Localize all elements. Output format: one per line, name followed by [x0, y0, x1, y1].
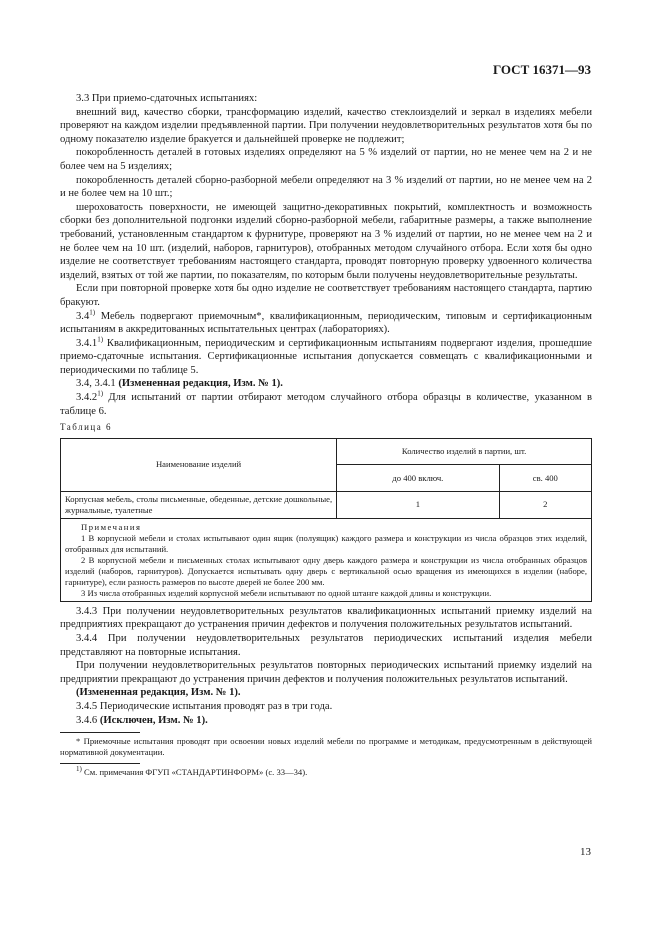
clause-3-3-title: 3.3 При приемо-сдаточных испытаниях: [76, 93, 258, 104]
note-3: 3 Из числа отобранных изделий корпусной мебели испытывают по одной штанге каждой длины и конструкции. [81, 587, 492, 598]
table-caption: Таблица 6 [60, 422, 112, 433]
clause-3-3-para-a: внешний вид, качество сборки, трансформацию изделий, качество стеклоизделий и зеркал в изделиях мебели проверяют на каждом изделии предъявленной партии. При получении неудовлетворительных результатов хотя бы по одному показателю изделие бракуется и дальнейшей проверке не подлежит; [60, 106, 592, 145]
clause-3-4-edit-note: 3.4, 3.4.1 (Измененная редакция, Изм. № 1). [76, 378, 283, 390]
table-cell-a: 1 [337, 491, 500, 518]
clause-3-4: 3.4$^{1)}$ Мебель подвергают приемочным*, квалификационным, периодическим, типовым и сертификационным испытаниям в аккредитованных испытательных центрах (лабораториях). [60, 307, 592, 336]
clause-3-4-2: 3.4.2$^{1)}$ Для испытаний от партии отбирают методом случайного отбора образцы в количестве, указанном в таблице 6. [60, 389, 592, 417]
clause-3-3-para-e: Если при повторной проверке хотя бы одно изделие не соответствует требованиям настоящего стандарта, партию бракуют. [60, 283, 592, 308]
table-header-qty: Количество изделий в партии, шт. [337, 438, 592, 465]
edit-note-2: (Измененная редакция, Изм. № 1). [76, 687, 241, 699]
document-body [60, 92, 592, 778]
clause-3-3-para-b: покоробленность деталей в готовых изделиях определяют на 5 % изделий от партии, но не менее чем на 2 и не более чем на 5 изделиях; [60, 147, 592, 172]
notes-title: Примечания [81, 521, 142, 532]
table-header-name: Наименование изделий [61, 438, 337, 491]
table-notes [60, 519, 592, 602]
footnote-1: * Приемочные испытания проводят при освоении новых изделий мебели по программе и методикам, предусмотренным в действующей нормативной документации. [60, 736, 592, 758]
clause-3-4-1: 3.4.1$^{1)}$ Квалификационным, периодическим и сертификационным испытаниям подвергают изделия, прошедшие приемо-сдаточные испытания. Сертификационные испытания допускается совмещать с квалификационными и периодическими по таблице 5. [60, 335, 592, 376]
clause-3-3-para-d: шероховатость поверхности, не имеющей защитно-декоративных покрытий, комплектность и возможность сборки без дополнительной подгонки изделий сборно-разборной мебели, габаритные размеры, а также выполнение требований, установленным стандартом к фурнитуре, проверяют на 3 % изделий от партии, но не менее чем на 2 и не более чем на 10 шт. (изделий, наборов, гарнитуров), отобранных методом случайного отбора. Если хотя бы одно изделие не соответствует требованиям настоящего стандарта, проводят повторную проверку удвоенного количества изделий, взятых от той же партии, по показателям, по которым были получены неудовлетворительные результаты. [60, 201, 592, 281]
table-cell-b: 2 [499, 491, 591, 518]
table-6 [60, 438, 592, 519]
clause-3-4-3: 3.4.3 При получении неудовлетворительных результатов квалификационных испытаний приемку изделий на предприятиях прекращают до устранения причин дефектов и получения положительных результатов испытаний. [60, 605, 592, 631]
page-number: 13 [580, 846, 591, 858]
footnote-2: $^{1)}$ См. примечания ФГУП «СТАНДАРТИНФОРМ» (с. 33—34). [76, 765, 308, 778]
clause-3-4-4: 3.4.4 При получении неудовлетворительных результатов периодических испытаний изделия мебели представляют на повторные испытания. [60, 633, 592, 658]
clause-3-4-6: 3.4.6 (Исключен, Изм. № 1). [76, 714, 208, 726]
footnote-separator [60, 732, 140, 733]
footnote-separator-2 [60, 763, 140, 764]
standard-header: ГОСТ 16371—93 [492, 62, 591, 77]
clause-3-4-5: 3.4.5 Периодические испытания проводят раз в три года. [76, 701, 333, 712]
table-cell-name: Корпусная мебель, столы письменные, обеденные, детские дошкольные, журнальные, туалетные [61, 491, 337, 518]
table-header-col-a: до 400 включ. [337, 465, 500, 492]
note-2: 2 В корпусной мебели и письменных столах испытывают одну дверь каждого размера и конструкции из числа отобранных образцов изделий (наборов, гарнитуров). Допускается испытывать одну дверь с вертикальной осью вращения из имеющихся в изделии (наборе, гарнитуре), если разность размеров по высоте дверей не более 200 мм. [65, 554, 587, 587]
table-header-col-b: св. 400 [499, 465, 591, 492]
clause-3-3-para-c: покоробленность деталей сборно-разборной мебели определяют на 3 % изделий от партии, но не менее чем на 2 и не более чем на 10 шт.; [60, 174, 592, 200]
note-1: 1 В корпусной мебели и столах испытывают один ящик (полуящик) каждого размера и конструкции из числа образцов этих изделий, отобранных для испытаний. [65, 532, 587, 554]
clause-3-4-4-para-b: При получении неудовлетворительных результатов повторных периодических испытаний приемку изделий на предприятии прекращают до устранения причин дефектов и получения положительных результатов испытаний. [60, 660, 592, 685]
table-row [61, 491, 592, 518]
